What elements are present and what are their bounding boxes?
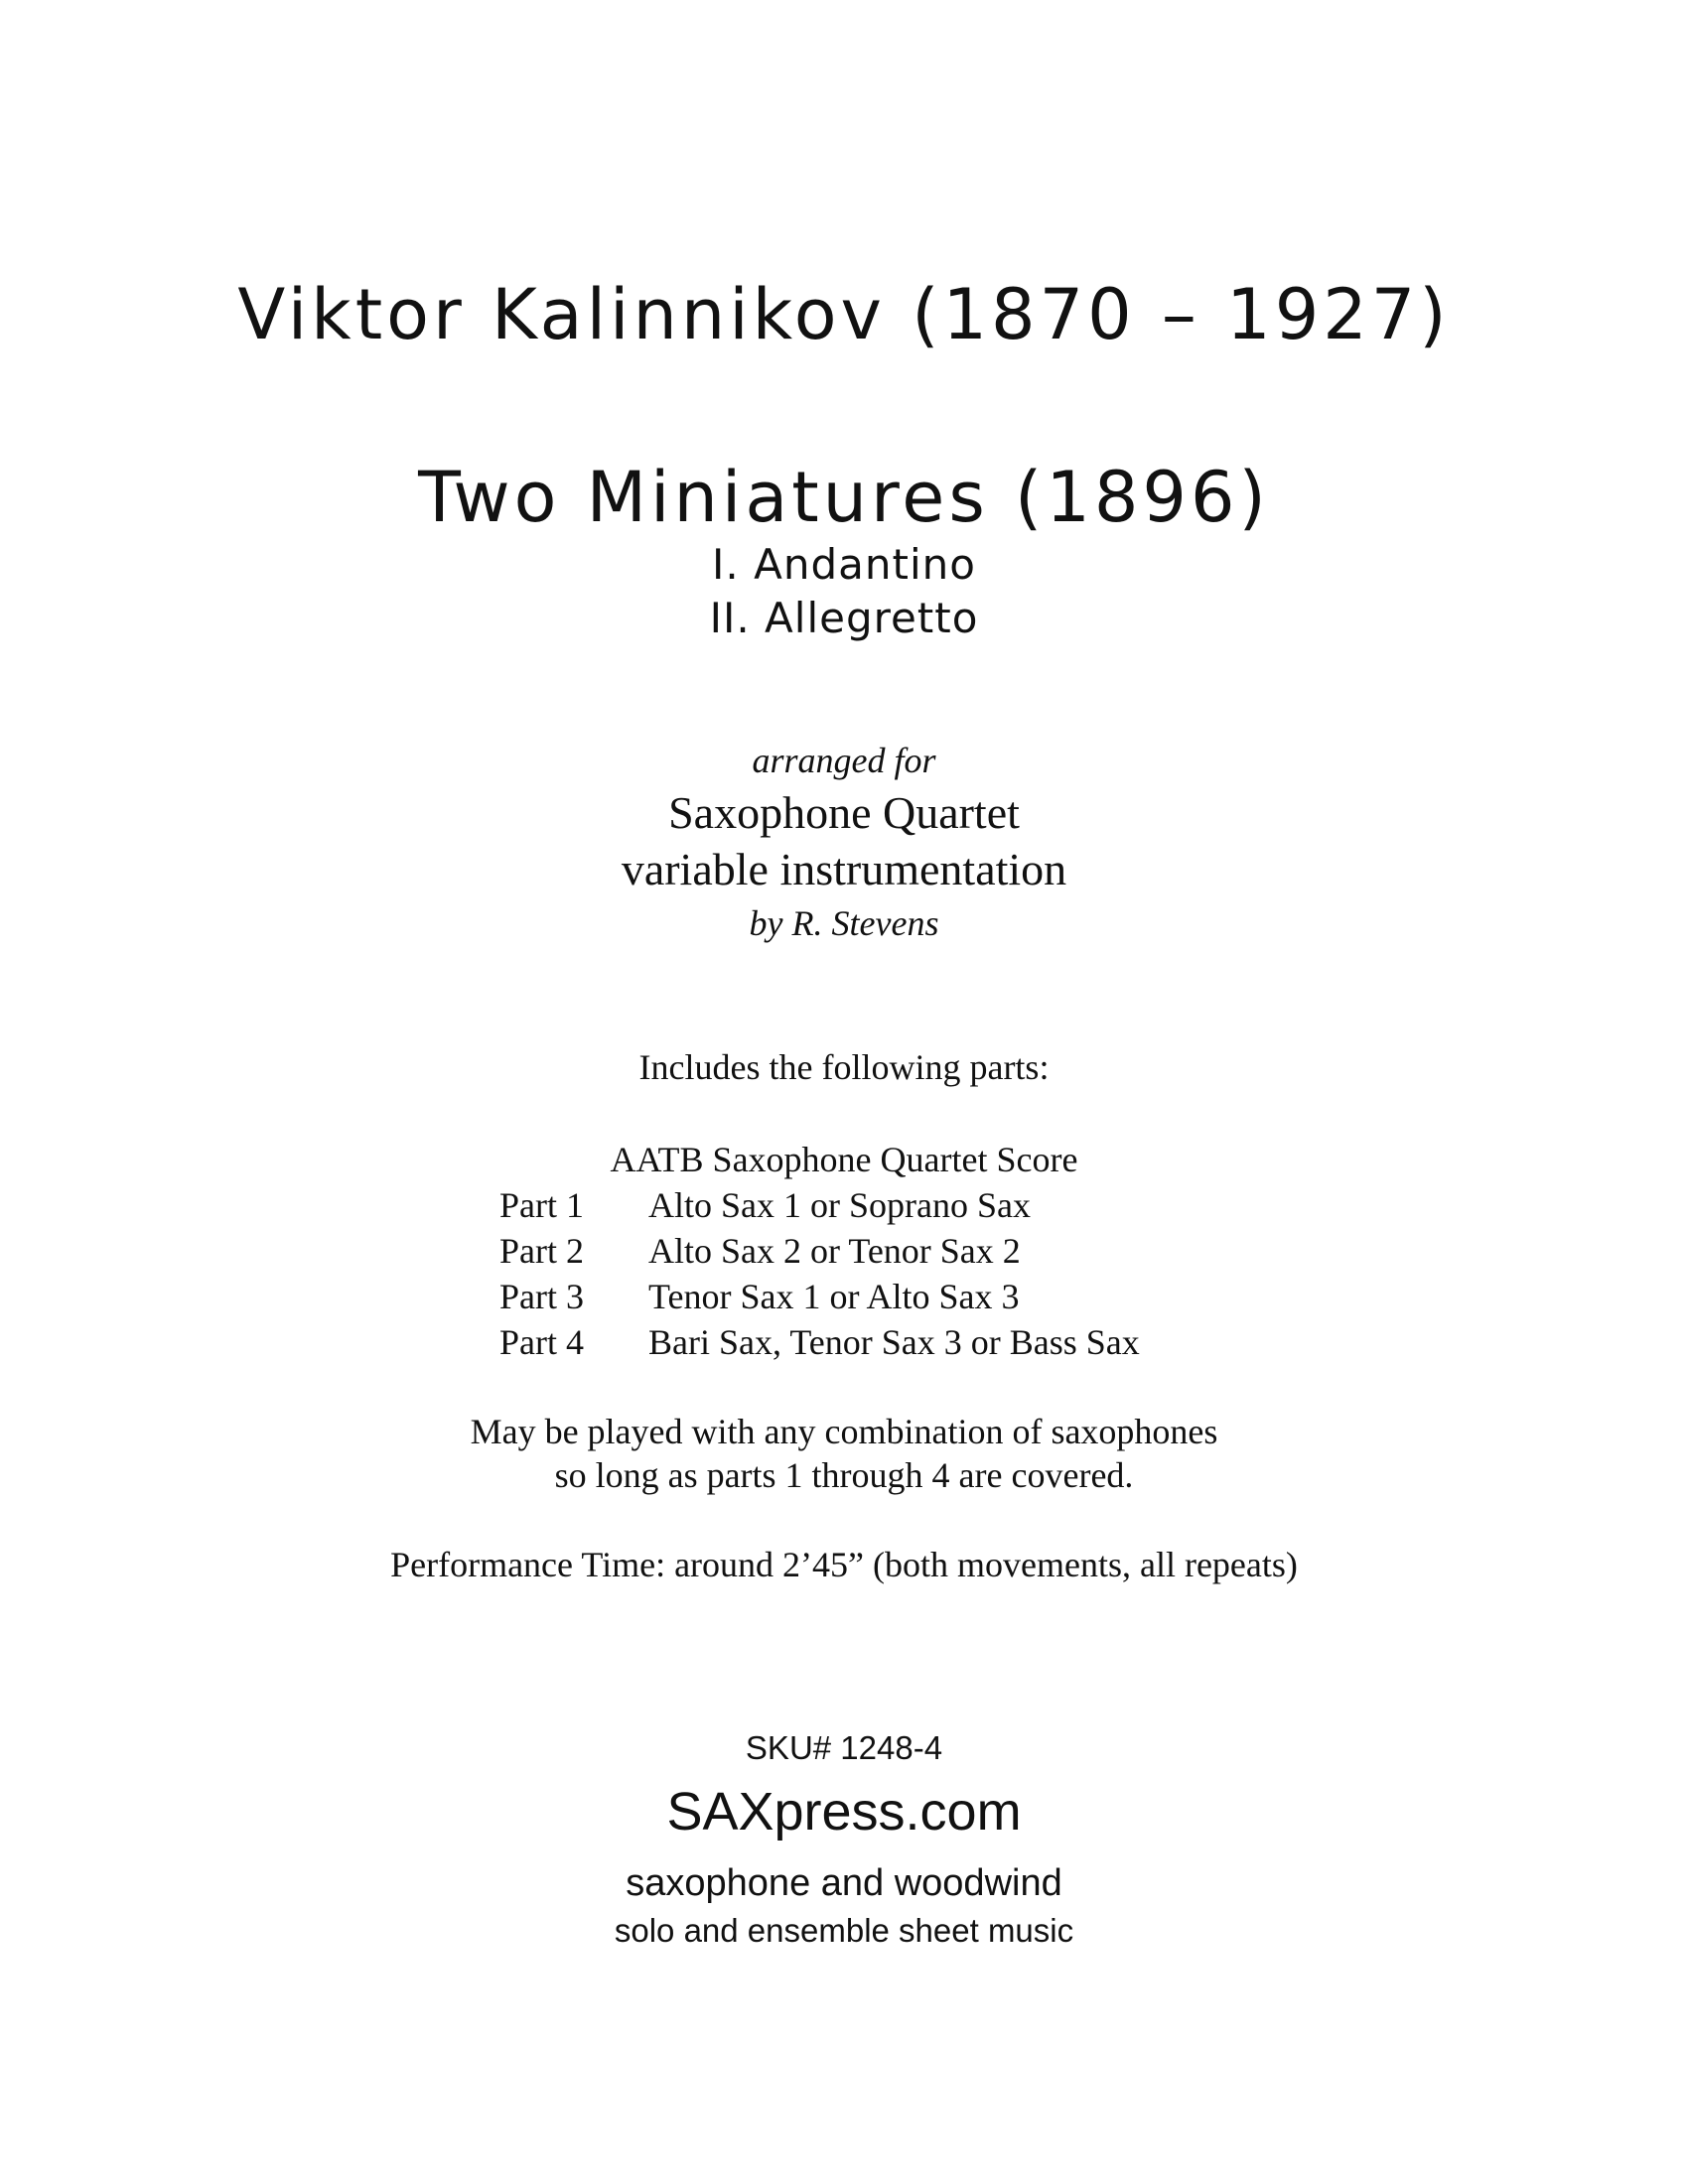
combination-note-line-2: so long as parts 1 through 4 are covered.	[554, 1455, 1134, 1495]
movement-1: I. Andantino	[712, 540, 976, 589]
part-row-2	[499, 1233, 1393, 1279]
composer-heading: Viktor Kalinnikov (1870 – 1927)	[237, 274, 1451, 355]
movement-2: II. Allegretto	[709, 594, 979, 642]
part-instruments: Alto Sax 1 or Soprano Sax	[648, 1185, 1031, 1225]
part-number: Part 1	[499, 1185, 584, 1225]
sku-number: SKU# 1248-4	[745, 1729, 943, 1766]
ensemble-name: Saxophone Quartet	[668, 787, 1020, 838]
combination-note-line-1: May be played with any combination of saxophones	[470, 1412, 1218, 1451]
publisher-tagline-2: solo and ensemble sheet music	[614, 1912, 1074, 1949]
part-instruments: Alto Sax 2 or Tenor Sax 2	[648, 1231, 1021, 1271]
arranger-credit: by R. Stevens	[749, 903, 939, 943]
part-number: Part 2	[499, 1231, 584, 1271]
publisher-tagline-1: saxophone and woodwind	[626, 1862, 1062, 1904]
instrumentation-note: variable instrumentation	[621, 844, 1067, 894]
part-number: Part 4	[499, 1322, 584, 1362]
part-row-1	[499, 1187, 1393, 1233]
part-row-4	[499, 1324, 1393, 1370]
part-instruments: Bari Sax, Tenor Sax 3 or Bass Sax	[648, 1322, 1140, 1362]
publisher-site: SAXpress.com	[666, 1782, 1022, 1842]
parts-intro: Includes the following parts:	[638, 1047, 1050, 1087]
performance-time: Performance Time: around 2’45” (both movements, all repeats)	[390, 1545, 1298, 1584]
score-entry: AATB Saxophone Quartet Score	[610, 1140, 1078, 1179]
part-row-3	[499, 1279, 1393, 1324]
part-number: Part 3	[499, 1277, 584, 1316]
work-title: Two Miniatures (1896)	[418, 457, 1270, 538]
part-instruments: Tenor Sax 1 or Alto Sax 3	[648, 1277, 1020, 1316]
parts-list	[499, 1187, 1393, 1370]
arranged-for-label: arranged for	[752, 741, 936, 780]
